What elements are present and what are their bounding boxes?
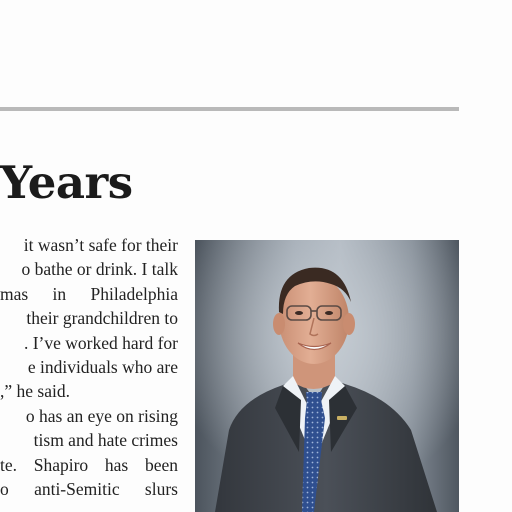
article-headline: Years <box>0 156 133 209</box>
article-line: . I’ve worked hard for <box>23 332 178 353</box>
article-line: e individuals who are <box>27 356 178 377</box>
article-line: te. Shapiro has been <box>0 454 178 475</box>
article-line: their grandchildren to <box>26 308 178 329</box>
portrait-illustration <box>195 240 459 512</box>
section-divider-rule <box>0 107 459 111</box>
article-line: o has an eye on rising <box>25 405 178 426</box>
article-line: it wasn’t safe for their <box>23 235 178 255</box>
article-line: ,” he said. <box>0 381 70 402</box>
article-body-column <box>0 233 178 501</box>
article-line: mas in Philadelphia <box>0 283 178 304</box>
portrait-photo <box>195 240 459 512</box>
article-line: tism and hate crimes <box>33 430 178 451</box>
article-line: o anti-Semitic slurs <box>0 478 178 499</box>
article-line: o bathe or drink. I talk <box>21 259 178 280</box>
